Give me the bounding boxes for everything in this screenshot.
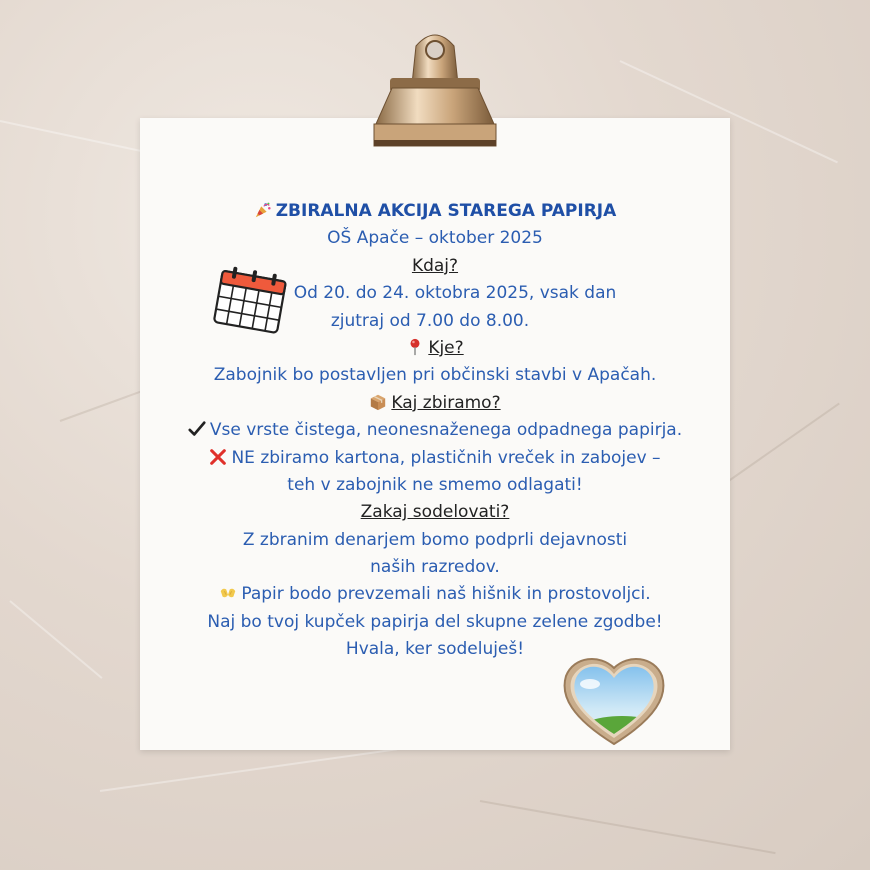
title-line xyxy=(140,198,730,225)
what-no-text-1: NE zbiramo kartona, plastičnih vreček in zabojev – xyxy=(231,447,661,468)
closing-line-1: Naj bo tvoj kupček papirja del skupne zelene zgodbe! xyxy=(207,611,663,632)
when-line-2: zjutraj od 7.00 do 8.00. xyxy=(330,310,530,331)
why-line-2: naših razredov. xyxy=(370,557,500,578)
when-line-1: Od 20. do 24. oktobra 2025, vsak dan xyxy=(293,283,617,304)
subtitle: OŠ Apače – oktober 2025 xyxy=(327,228,543,249)
what-heading: Kaj zbiramo? xyxy=(391,392,501,413)
where-heading: Kje? xyxy=(428,337,464,358)
paper-crease xyxy=(480,800,776,854)
why-heading: Zakaj sodelovati? xyxy=(360,502,510,523)
where-text: Zabojnik bo postavljen pri občinski stavbi v Apačah. xyxy=(213,365,657,386)
box-icon xyxy=(369,393,387,411)
closing-line-2: Hvala, ker sodeluješ! xyxy=(345,639,525,660)
page-title: ZBIRALNA AKCIJA STAREGA PAPIRJA xyxy=(275,201,617,221)
what-yes-text: Vse vrste čistega, neonesnaženega odpadnega papirja. xyxy=(209,420,683,441)
what-no-text-2: teh v zabojnik ne smemo odlagati! xyxy=(287,474,583,495)
heart-window-icon xyxy=(560,654,668,746)
paper-crease xyxy=(9,600,102,679)
hands-icon xyxy=(219,584,237,602)
binder-clip-icon xyxy=(372,24,498,150)
party-popper-icon xyxy=(254,201,272,219)
calendar-icon xyxy=(212,266,290,336)
helpers-text: Papir bodo prevzemali naš hišnik in prostovoljci. xyxy=(241,584,651,605)
cross-icon xyxy=(209,448,227,466)
paper-crease xyxy=(100,748,397,792)
when-heading: Kdaj? xyxy=(411,255,459,276)
pin-icon xyxy=(406,338,424,356)
why-line-1: Z zbranim denarjem bomo podprli dejavnosti xyxy=(242,529,628,550)
check-icon xyxy=(188,420,206,438)
